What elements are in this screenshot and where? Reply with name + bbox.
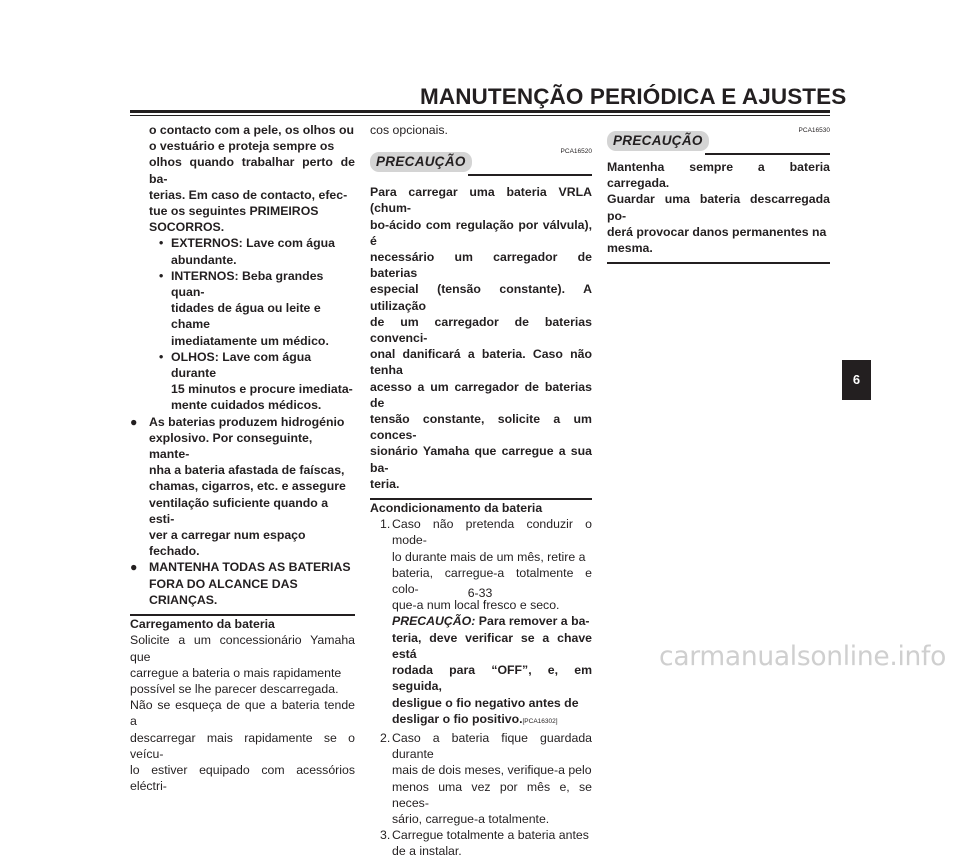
text-line: teria. [370, 476, 400, 491]
text-line: acesso a um carregador de baterias de [370, 379, 592, 410]
text-line: INTERNOS: Beba grandes quan- [171, 268, 324, 300]
text-line: Não se esqueça de que a bateria tende a [130, 698, 355, 729]
text-line: sionário Yamaha que carregue a sua ba- [370, 444, 592, 475]
first-aid-item [130, 349, 355, 414]
text-line: mais de dois meses, verifique-a pelo [392, 763, 592, 778]
text-line: 15 minutos e procure imediata- [171, 382, 353, 397]
text-line: CRIANÇAS. [149, 592, 218, 607]
warning-item [130, 559, 355, 608]
text-line: bo-ácido com regulação por válvula), é [370, 217, 592, 248]
first-aid-item [130, 235, 355, 267]
storage-steps [370, 516, 592, 859]
caution-header [370, 148, 592, 180]
text-line: Solicite a um concessionário Yamaha que [130, 633, 355, 664]
header-rule-thick [130, 110, 830, 113]
caution-code: PCA16520 [560, 148, 592, 156]
page-number: 6-33 [467, 586, 493, 600]
page-title: MANUTENÇÃO PERIÓDICA E AJUSTES [420, 84, 847, 109]
watermark: carmanualsonline.info [659, 641, 946, 672]
caution-text [370, 184, 592, 492]
text-line: Para carregar uma bateria VRLA (chum- [370, 185, 592, 216]
text-line: ventilação suficiente quando a esti- [149, 495, 329, 526]
text-line: abundante. [171, 252, 237, 267]
bullet-dot: • [159, 268, 164, 283]
text-line: possível se lhe parecer descarregada. [130, 681, 339, 696]
caution-rule [468, 174, 592, 176]
text-line: olhos quando trabalhar perto de ba- [149, 155, 355, 186]
text-line: Guardar uma bateria descarregada po- [607, 192, 830, 223]
chapter-tab-label: 6 [852, 372, 861, 387]
text-line: que-a num local fresco e seco. [392, 598, 560, 613]
column-1 [130, 122, 355, 794]
text-line: Carregue totalmente a bateria antes [392, 828, 589, 843]
step-item [370, 516, 592, 730]
warning-item [130, 414, 355, 560]
text-line: rodada para “OFF”, e, em seguida, [392, 663, 592, 694]
text-line: bateria, carregue-a totalmente e colo- [392, 565, 592, 597]
text-line: SOCORROS. [149, 220, 225, 235]
text-line: carregue a bateria o mais rapidamente [130, 665, 342, 680]
text-line: teria, deve verificar se a chave está [392, 630, 592, 661]
column-3 [607, 127, 830, 264]
text-line: descarregar mais rapidamente se o veícu- [130, 730, 355, 761]
text-line: desligue o fio negativo antes de [392, 695, 579, 710]
caution-badge: PRECAUÇÃO [607, 131, 709, 151]
step-number: 1. [380, 517, 391, 532]
text-line [392, 711, 592, 730]
text-line: Caso a bateria fique guardada durante [392, 730, 592, 762]
text-line: sário, carregue-a totalmente. [392, 811, 550, 826]
text-line: o vestuário e proteja sempre os [149, 139, 335, 154]
section-heading: Carregamento da bateria [130, 617, 275, 632]
text-line: MANTENHA TODAS AS BATERIAS [149, 560, 351, 575]
text-line: mesma. [607, 241, 653, 256]
first-aid-list [130, 235, 355, 413]
step-item [370, 730, 592, 827]
text-line: imediatamente um médico. [171, 333, 329, 348]
text-fragment: desligar o fio positivo. [392, 711, 523, 726]
chapter-tab[interactable] [842, 360, 871, 400]
text-line: lo estiver equipado com acessórios eléctri- [130, 762, 355, 794]
caution-code: PCA16530 [798, 127, 830, 134]
text-line: o contacto com a pele, os olhos ou [149, 123, 354, 137]
step-number: 2. [380, 730, 391, 745]
caution-end-rule [607, 262, 830, 264]
text-line: nha a bateria afastada de faíscas, [149, 463, 345, 478]
charging-paragraph [130, 632, 355, 794]
first-aid-item [130, 268, 355, 349]
text-line: especial (tensão constante). A utilização [370, 282, 592, 313]
caution-badge: PRECAUÇÃO [370, 152, 472, 172]
text-line: terias. Em caso de contacto, efec- [149, 187, 348, 202]
text-line: chamas, cigarros, etc. e assegure [149, 479, 346, 494]
warning-intro [130, 122, 355, 235]
warning-list [130, 414, 355, 608]
text-line: Caso não pretenda conduzir o mode- [392, 517, 592, 548]
bullet-circle: ● [130, 560, 138, 575]
text-line: tue os seguintes PRIMEIROS [149, 204, 319, 219]
text-line: de um carregador de baterias convenci- [370, 314, 592, 346]
text-line: As baterias produzem hidrogénio [149, 414, 345, 429]
text-line: menos uma vez por mês e, se neces- [392, 779, 592, 810]
section-heading: Acondicionamento da bateria [370, 501, 543, 516]
text-line: de a instalar. [392, 844, 462, 859]
bullet-dot: • [159, 349, 164, 364]
text-line [392, 613, 592, 629]
caution-text [607, 159, 830, 256]
header-rule-thin [130, 115, 830, 116]
column-2 [370, 122, 592, 860]
text-line: tidades de água ou leite e chame [171, 301, 321, 332]
caution-rule [705, 153, 830, 155]
bullet-circle: ● [130, 414, 138, 429]
text-line: onal danificará a bateria. Caso não tenha [370, 347, 592, 378]
caution-header [607, 127, 830, 159]
text-line: explosivo. Por conseguinte, mante- [149, 430, 313, 462]
text-line: lo durante mais de um mês, retire a [392, 549, 586, 564]
text-line: Mantenha sempre a bateria carregada. [607, 160, 830, 191]
text-fragment: Para remover a ba- [475, 614, 590, 629]
text-line: derá provocar danos permanentes na [607, 224, 827, 239]
step-item [370, 827, 592, 859]
inline-caution-label: PRECAUÇÃO: [392, 614, 476, 629]
text-line: ver a carregar num espaço fechado. [149, 528, 306, 559]
text-line: mente cuidados médicos. [171, 398, 322, 413]
step-number: 3. [380, 828, 391, 843]
continuation-text: cos opcionais. [370, 123, 448, 137]
text-line: necessário um carregador de baterias [370, 250, 592, 281]
text-line: tensão constante, solicite a um conces- [370, 412, 592, 443]
inline-code: [PCA16302] [522, 717, 558, 725]
text-line: FORA DO ALCANCE DAS [149, 576, 298, 591]
text-line: OLHOS: Lave com água durante [171, 349, 312, 381]
text-line: EXTERNOS: Lave com água [171, 236, 336, 251]
bullet-dot: • [159, 236, 164, 251]
